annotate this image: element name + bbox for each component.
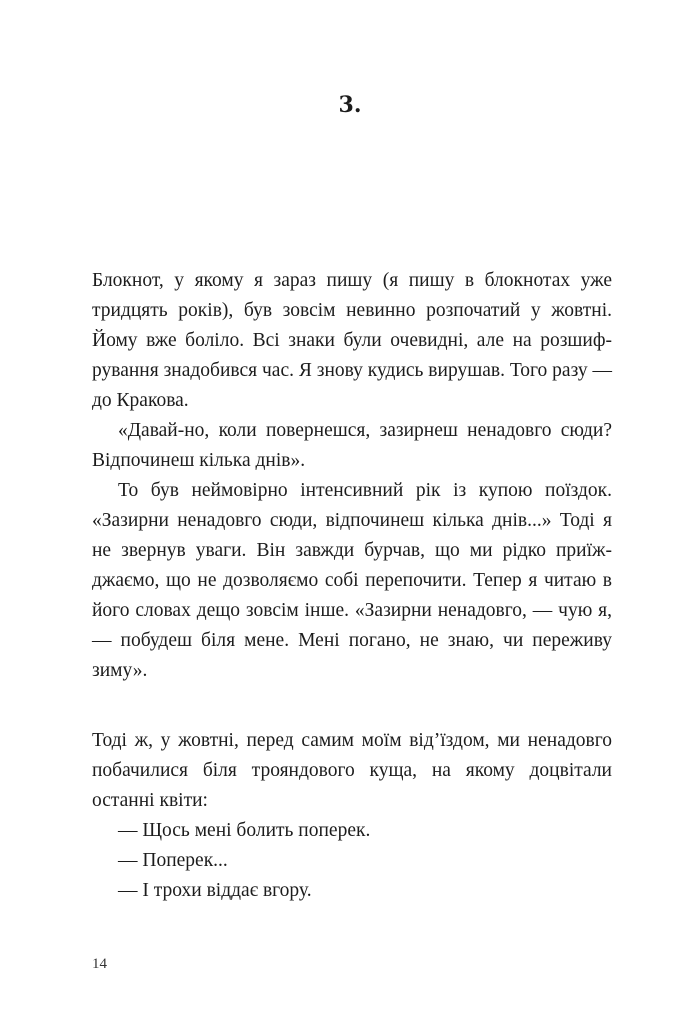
paragraph: То був неймовірно інтенсивний рік із купою поїздок. «Зазирни ненадовго сюди, відпочинеш кілька днів...» Тоді я не звернув уваги. Він завжди бурчав, що ми рідко приїжджаємо, що не дозволяємо собі перепочити. Тепер я читаю в його словах дещо зовсім інше. «Зазирни ненадовго, — чую я, — побудеш біля мене. Мені погано, не знаю, чи переживу зиму». [92, 480, 612, 681]
section-one [92, 266, 612, 686]
section-two [92, 726, 612, 906]
chapter-number: 3. [338, 92, 362, 118]
paragraph: Блокнот, у якому я зараз пишу (я пишу в блокнотах уже тридцять років), був зовсім невинно розпочатий у жовтні. Йому вже боліло. Всі знаки були очевидні, але на розшифрування знадобився час. Я знову кудись вирушав. Того разу — до Кракова. [92, 270, 612, 411]
paragraph: Тоді ж, у жовтні, перед самим моїм від’їздом, ми ненадовго побачилися біля трояндового куща, на якому доцвітали останні квіти: [92, 730, 612, 811]
page-number: 14 [92, 956, 107, 972]
dialogue-line: — І трохи віддає вгору. [118, 880, 312, 901]
paragraph: «Давай-но, коли повернешся, зазирнеш ненадовго сюди? Відпочинеш кілька днів». [92, 420, 612, 471]
dialogue-line: — Поперек... [118, 850, 228, 871]
dialogue-line: — Щось мені болить поперек. [118, 820, 371, 841]
